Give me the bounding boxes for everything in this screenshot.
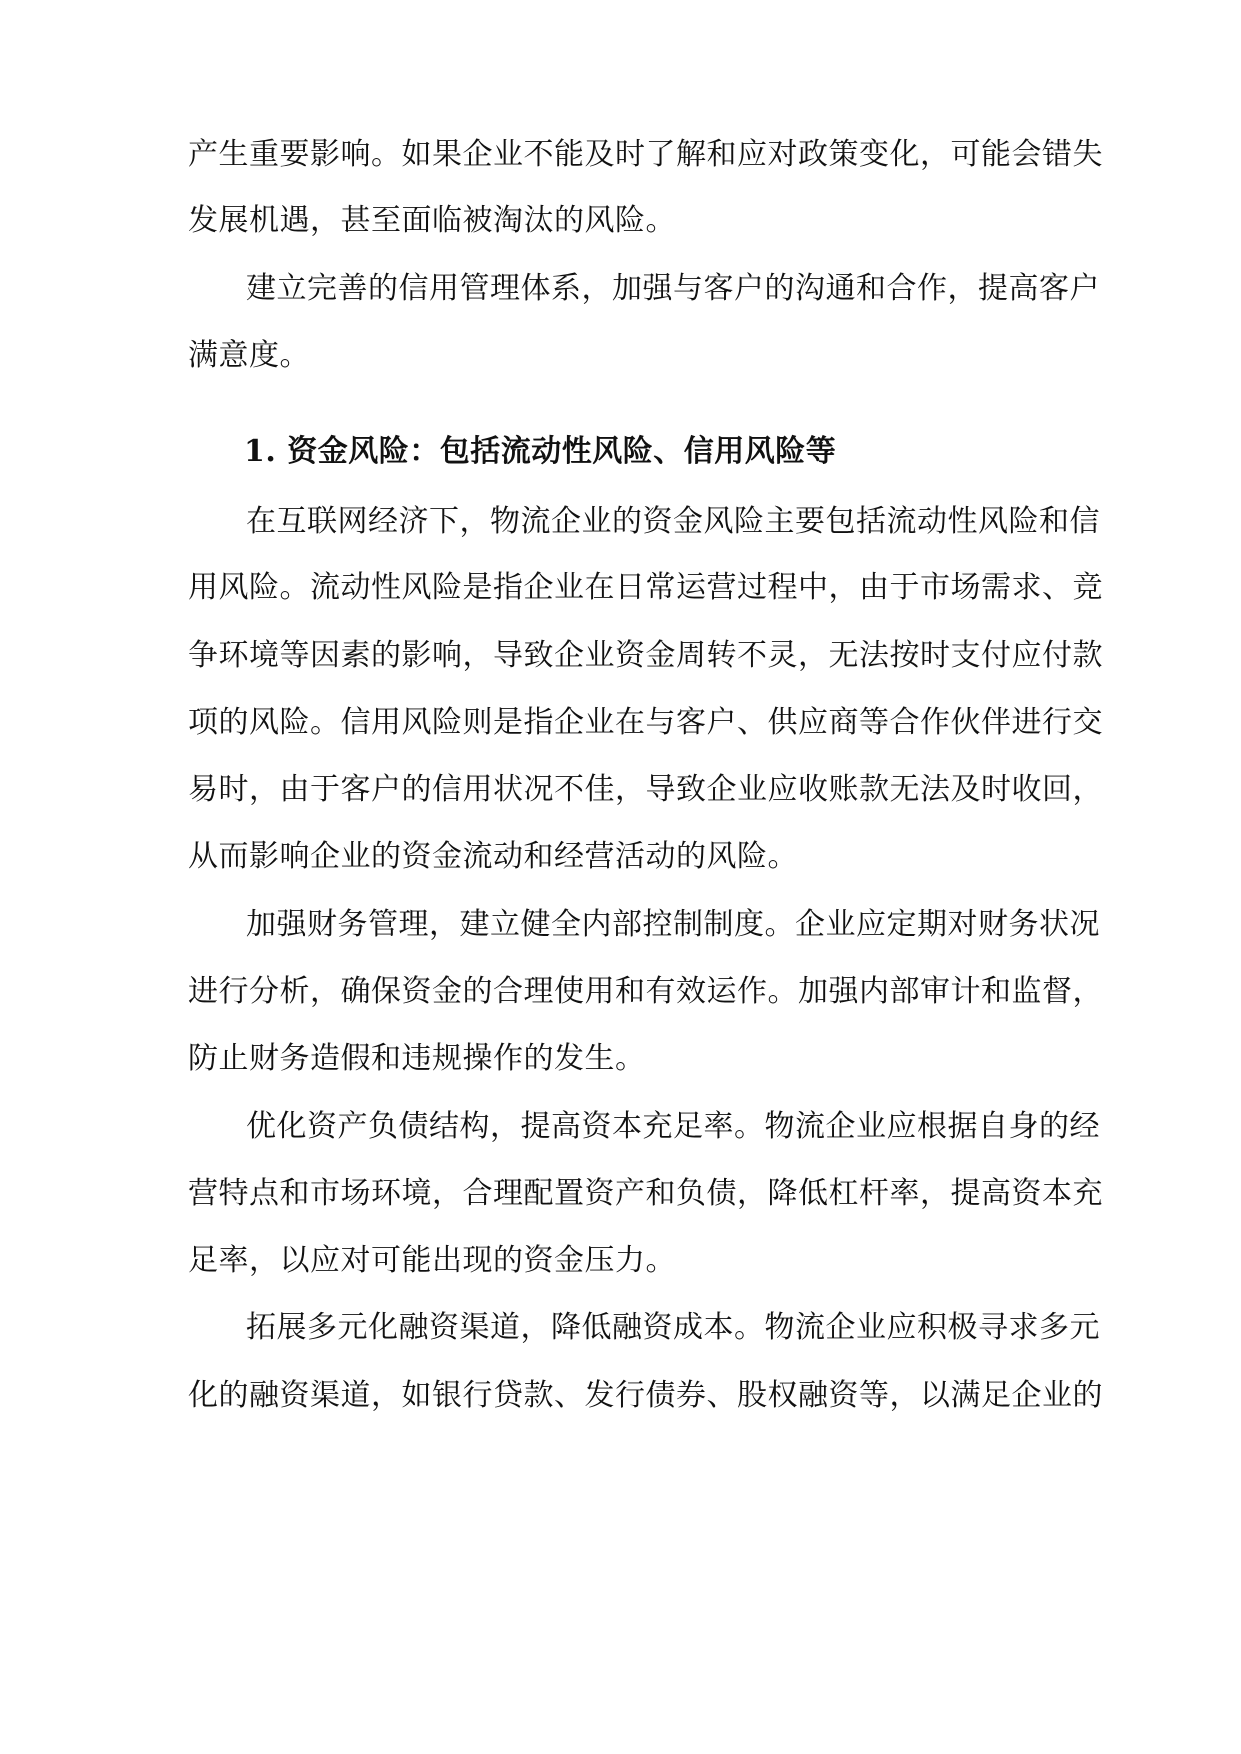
paragraph-line: 防止财务造假和违规操作的发生。 — [188, 1041, 646, 1076]
paragraph-line: 争环境等因素的影响，导致企业资金周转不灵，无法按时支付应付款 — [188, 638, 1103, 673]
paragraph-line: 化的融资渠道，如银行贷款、发行债券、股权融资等，以满足企业的 — [188, 1378, 1103, 1413]
paragraph-line: 易时，由于客户的信用状况不佳，导致企业应收账款无法及时收回， — [188, 772, 1103, 807]
paragraph-line: 在互联网经济下，物流企业的资金风险主要包括流动性风险和信 — [246, 504, 1100, 539]
paragraph-line: 建立完善的信用管理体系，加强与客户的沟通和合作，提高客户 — [246, 271, 1100, 306]
paragraph-line: 加强财务管理，建立健全内部控制制度。企业应定期对财务状况 — [246, 907, 1100, 942]
paragraph-line: 从而影响企业的资金流动和经营活动的风险。 — [188, 839, 798, 874]
paragraph-line: 用风险。流动性风险是指企业在日常运营过程中，由于市场需求、竞 — [188, 570, 1103, 605]
paragraph-line: 发展机遇，甚至面临被淘汰的风险。 — [188, 203, 676, 238]
paragraph-line: 足率，以应对可能出现的资金压力。 — [188, 1243, 676, 1278]
paragraph-line: 拓展多元化融资渠道，降低融资成本。物流企业应积极寻求多元 — [246, 1310, 1100, 1345]
paragraph-line: 营特点和市场环境，合理配置资产和负债，降低杠杆率，提高资本充 — [188, 1176, 1103, 1211]
paragraph-line: 满意度。 — [188, 338, 310, 373]
paragraph-line: 优化资产负债结构，提高资本充足率。物流企业应根据自身的经 — [246, 1109, 1100, 1144]
paragraph-line: 进行分析，确保资金的合理使用和有效运作。加强内部审计和监督， — [188, 974, 1103, 1009]
section-heading: 1. 资金风险：包括流动性风险、信用风险等 — [244, 434, 837, 469]
paragraph-line: 产生重要影响。如果企业不能及时了解和应对政策变化，可能会错失 — [188, 137, 1103, 172]
paragraph-line: 项的风险。信用风险则是指企业在与客户、供应商等合作伙伴进行交 — [188, 705, 1103, 740]
